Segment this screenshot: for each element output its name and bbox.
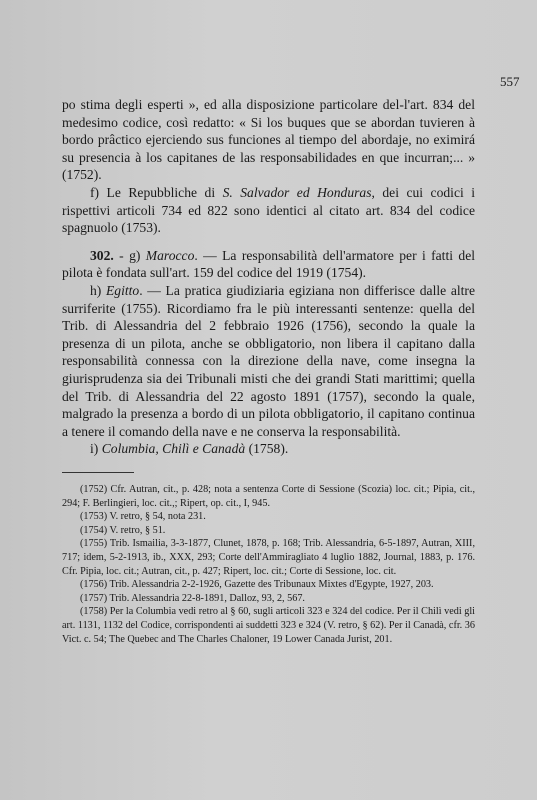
footnote-1757: (1757) Trib. Alessandria 22-8-1891, Dalloz, 93, 2, 567. <box>80 592 305 604</box>
paragraph-egypt <box>62 282 475 440</box>
footnote-divider <box>62 472 134 473</box>
text-run-italic: Egitto <box>106 282 140 298</box>
footnote-1754: (1754) V. retro, § 51. <box>80 524 166 536</box>
paragraph-spanish-code: po stima degli esperti », ed alla disposizione particolare del-l'art. 834 del medesimo codice, così redatto: « Si los buques que se abordan tuvieren à bordo prâctico ejerciendo sus funciones al tiempo del abordaje, no eximirá su presencia à los capitanes de las responsabilidades en que incurran;... » (1752). <box>62 97 475 183</box>
text-run: i) <box>90 441 102 457</box>
section-302-morocco <box>62 247 475 282</box>
text-run: - g) <box>113 247 146 263</box>
main-text <box>62 96 475 458</box>
paragraph-columbia-chile-canada <box>62 440 475 458</box>
text-run: . — La responsabilità dell'armatore per i fatti del pilota è fondata sull'art. 159 del codice del 1919 (1754). <box>62 247 476 281</box>
footnote-1756: (1756) Trib. Alessandria 2-2-1926, Gazette des Tribunaux Mixtes d'Egypte, 1927, 203. <box>80 579 434 591</box>
text-run: (1758). <box>245 441 289 457</box>
text-run-italic: S. Salvador ed Honduras <box>222 184 372 200</box>
footnote-1758: (1758) Per la Columbia vedi retro al § 60, sugli articoli 323 e 324 del codice. Per il Chilì vedi gli art. 1131, 1132 del Codice, corrispondenti ai suddetti 323 e 324 (V. retro, § 62). Per il Canadà, cfr. 36 Vict. c. 54; The Quebec and The Charles Chaloner, 19 Lower Canada Jurist, 201. <box>62 606 475 645</box>
footnote-1753: (1753) V. retro, § 54, nota 231. <box>80 511 206 523</box>
footnote-1752: (1752) Cfr. Autran, cit., p. 428; nota a sentenza Corte di Sessione (Scozia) loc. cit.; Pipia, cit., 294; F. Berlingieri, loc. cit.,; Ripert, op. cit., I, 945. <box>62 484 475 509</box>
text-run: f) Le Repubbliche di <box>90 184 223 200</box>
paragraph-salvador-honduras <box>62 184 475 237</box>
text-run: h) <box>90 282 106 298</box>
text-run-italic: Columbia, Chilì e Canadà <box>101 441 246 457</box>
text-run: . — La pratica giudiziaria egiziana non differisce dalle altre surriferite (1755). Ricordiamo fra le più interessanti sentenze: quella del Trib. di Alessandria del 2 febbraio 1926 (1756), secondo la quale la presenza di un pilota, anche se obbligatorio, non libera il capitano dalla responsabilità connessa con la direzione della nave, come insegna la giurisprudenza sia dei Tribunali misti che dei grandi Stati marittimi; quella del Trib. di Alessandria del 22 agosto 1891 (1757), secondo la quale, malgrado la presenza a bordo di un pilota obbligatorio, il capitano continua a tenere il comando della nave e ne conserva la responsabilità. <box>62 282 475 439</box>
section-number: 302. <box>90 247 114 263</box>
text-run-italic: Marocco <box>145 247 195 263</box>
text-run: , dei cui codici i rispettivi articoli 734 ed 822 sono identici al citato art. 834 del codice spagnuolo (1753). <box>62 184 475 236</box>
footnotes <box>62 483 475 646</box>
footnote-1755: (1755) Trib. Ismailia, 3-3-1877, Clunet, 1878, p. 168; Trib. Alessandria, 6-5-1897, Autran, XIII, 717; idem, 5-2-1913, ib., XXX, 293; Corte dell'Ammiragliato 4 luglio 1882, Journal, 1883, p. 176. Cfr. Pipia, loc. cit.; Autran, cit., p. 427; Ripert, loc. cit.; Corte di Sessione, loc. cit. <box>62 538 475 577</box>
page-number: 557 <box>500 74 520 89</box>
